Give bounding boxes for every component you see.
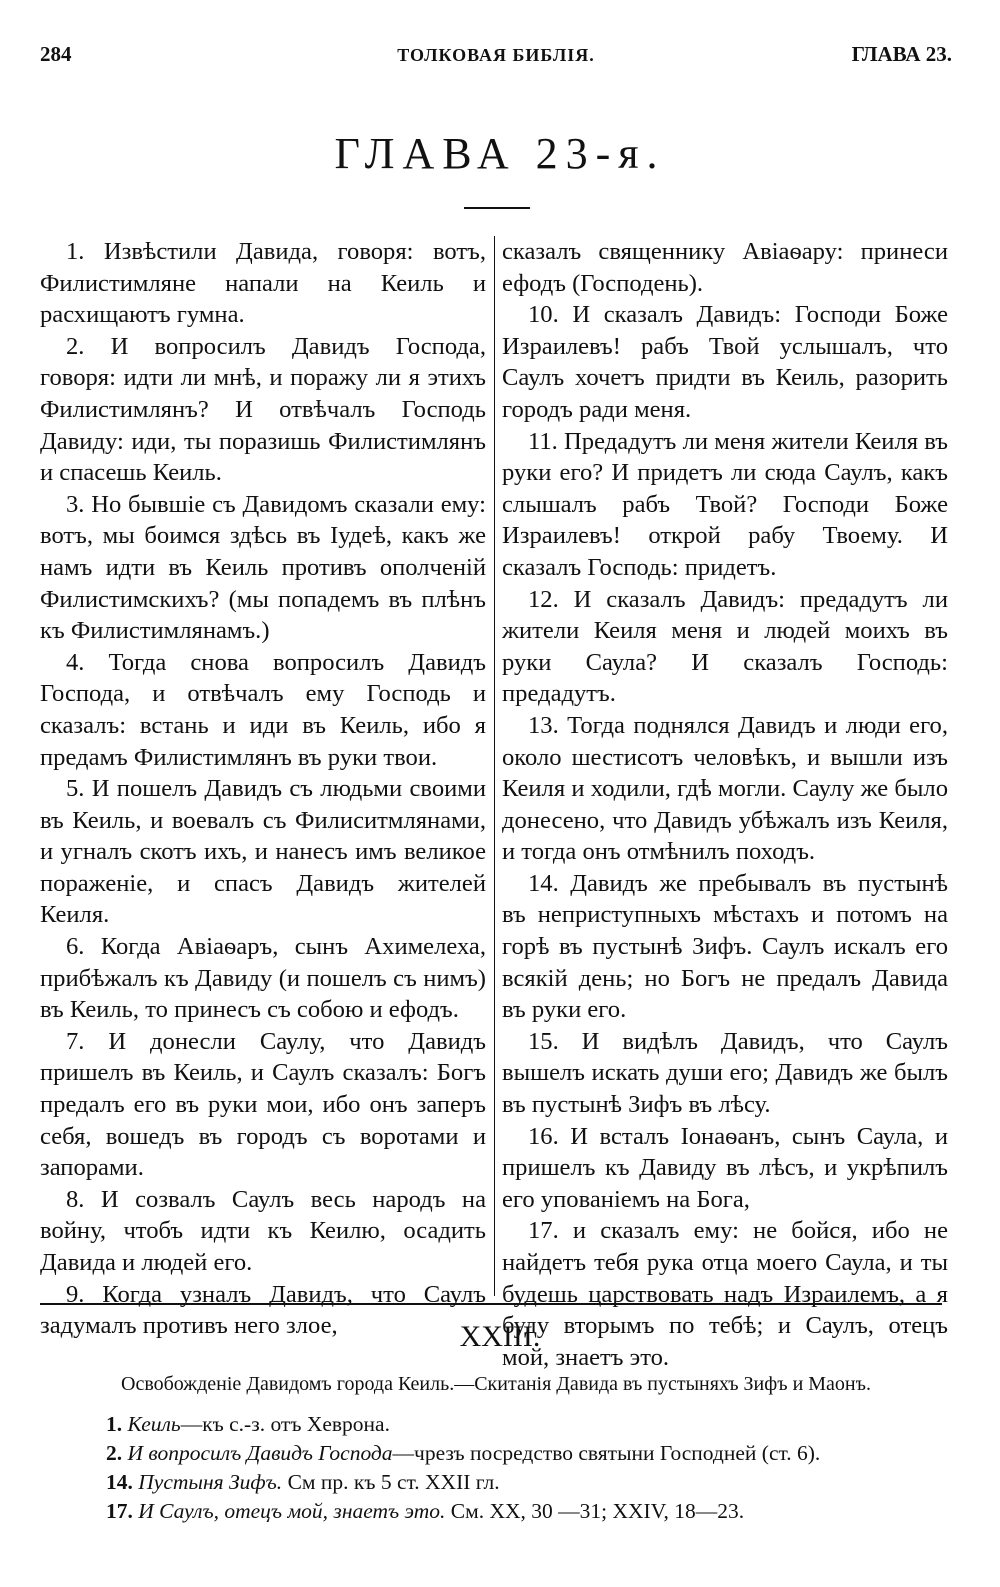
verse: 9. Когда узналъ Давидъ, что Саулъ задумалъ противъ него злое,: [40, 1280, 486, 1340]
title-rule: [464, 207, 530, 209]
verse: 7. И донесли Саулу, что Давидъ пришелъ въ Кеиль, и Саулъ сказалъ: Богъ предалъ его въ руки мои, ибо онъ заперъ себя, вошедъ въ городъ съ воротами и запорами.: [40, 1027, 486, 1182]
note-item: [106, 1497, 966, 1526]
note-number: 17.: [106, 1499, 133, 1523]
verse: 11. Предадутъ ли меня жители Кеиля въ руки его? И придетъ ли сюда Саулъ, какъ слышалъ рабъ Твой? Господи Боже Израилевъ! открой рабу Твоему. И сказалъ Господь: придетъ.: [502, 427, 948, 581]
note-item: [106, 1439, 966, 1468]
verse: 1. Извѣстили Давида, говоря: вотъ, Филистимляне напали на Кеиль и расхищаютъ гумна.: [40, 238, 486, 329]
note-number: 2.: [106, 1441, 123, 1465]
verse: 3. Но бывшіе съ Давидомъ сказали ему: вотъ, мы боимся здѣсь въ Іудеѣ, какъ же намъ идти въ Кеиль противъ ополченій Филистимскихъ? (мы попадемъ въ плѣнъ къ Филистимлянамъ.): [40, 490, 486, 645]
verse: 2. И вопросилъ Давидъ Господа, говоря: идти ли мнѣ, и поражу ли я этихъ Филистимлянъ? И отвѣчалъ Господь Давиду: иди, ты поразишь Филистимлянъ и спасешь Кеиль.: [40, 332, 486, 487]
verse: 16. И всталъ Іонаѳанъ, сынъ Саула, и пришелъ къ Давиду въ лѣсъ, и укрѣпилъ его упованіемъ на Бога,: [502, 1122, 948, 1213]
note-text: —чрезъ посредство святыни Господней (ст. 6).: [392, 1441, 821, 1465]
note-term: И Саулъ, отецъ мой, знаетъ это.: [138, 1499, 446, 1523]
note-item: [106, 1468, 966, 1497]
column-divider: [494, 236, 495, 1296]
left-column: [40, 236, 486, 1342]
running-head: [40, 42, 952, 72]
verse-continuation: сказалъ священнику Авіаѳару: принеси ефодъ (Господень).: [502, 238, 948, 297]
note-number: 14.: [106, 1470, 133, 1494]
verse: 6. Когда Авіаѳаръ, сынъ Ахимелеха, прибѣжалъ къ Давиду (и пошелъ съ нимъ) въ Кеиль, то принесъ съ собою и ефодъ.: [40, 933, 486, 1024]
section-rule: [40, 1303, 942, 1305]
verse: 13. Тогда поднялся Давидъ и люди его, около шестисотъ человѣкъ, и вышли изъ Кеиля и ходили, гдѣ могли. Саулу же было донесено, что Давидъ убѣжалъ изъ Кеиля, и тогда онъ отмѣнилъ походъ.: [502, 711, 948, 866]
note-term: И вопросилъ Давидъ Господа: [127, 1441, 393, 1465]
verse: 4. Тогда снова вопросилъ Давидъ Господа, и отвѣчалъ ему Господь и сказалъ: встань и иди въ Кеиль, ибо я предамъ Филистимлянъ въ руки твои.: [40, 648, 486, 771]
book-title: ТОЛКОВАЯ БИБЛІЯ.: [397, 45, 595, 65]
note-text: См. XX, 30 —31; XXIV, 18—23.: [445, 1499, 745, 1523]
notes-heading: XXIII.: [459, 1320, 541, 1353]
notes-summary: Освобожденіе Давидомъ города Кеиль.—Скитанія Давида въ пустыняхъ Зифъ и Маонъ.: [121, 1373, 871, 1395]
verse: 10. И сказалъ Давидъ: Господи Боже Израилевъ! рабъ Твой услышалъ, что Саулъ хочетъ придти въ Кеиль, разорить городъ ради меня.: [502, 301, 948, 423]
verse: 15. И видѣлъ Давидъ, что Саулъ вышелъ искать души его; Давидъ же былъ въ пустынѣ Зифъ въ лѣсу.: [502, 1027, 948, 1119]
verse: 14. Давидъ же пребывалъ въ пустынѣ въ неприступныхъ мѣстахъ и потомъ на горѣ въ пустынѣ Зифъ. Саулъ искалъ его всякій день; но Богъ не предалъ Давида въ руки его.: [502, 869, 948, 1024]
note-item: [106, 1410, 966, 1439]
right-column: [502, 236, 948, 1373]
chapter-label: ГЛАВА 23.: [851, 42, 952, 66]
verse: 12. И сказалъ Давидъ: предадутъ ли жители Кеиля меня и людей моихъ въ руки Саула? И сказалъ Господь: предадутъ.: [502, 585, 948, 708]
note-text: —къ с.-з. отъ Хеврона.: [180, 1412, 390, 1436]
notes-list: [106, 1410, 966, 1526]
note-term: Кеиль: [127, 1412, 181, 1436]
verse: 17. и сказалъ ему: не бойся, ибо не найдетъ тебя рука отца моего Саула, и ты будешь царствовать надъ Израилемъ, а я буду вторымъ по тебѣ; и Саулъ, отецъ мой, знаетъ это.: [502, 1217, 948, 1371]
chapter-title: ГЛАВА 23-я.: [334, 129, 666, 178]
note-text: См пр. къ 5 ст. XXII гл.: [282, 1470, 500, 1494]
page-number: 284: [40, 42, 72, 66]
verse: 5. И пошелъ Давидъ съ людьми своими въ Кеиль, и воевалъ съ Филиситмлянами, и угналъ скотъ ихъ, и нанесъ имъ великое пораженіе, и спасъ Давидъ жителей Кеиля.: [40, 775, 486, 929]
verse: 8. И созвалъ Саулъ весь народъ на войну, чтобъ идти къ Кеилю, осадить Давида и людей его.: [40, 1185, 486, 1276]
note-number: 1.: [106, 1412, 123, 1436]
note-term: Пустыня Зифъ.: [138, 1470, 283, 1494]
